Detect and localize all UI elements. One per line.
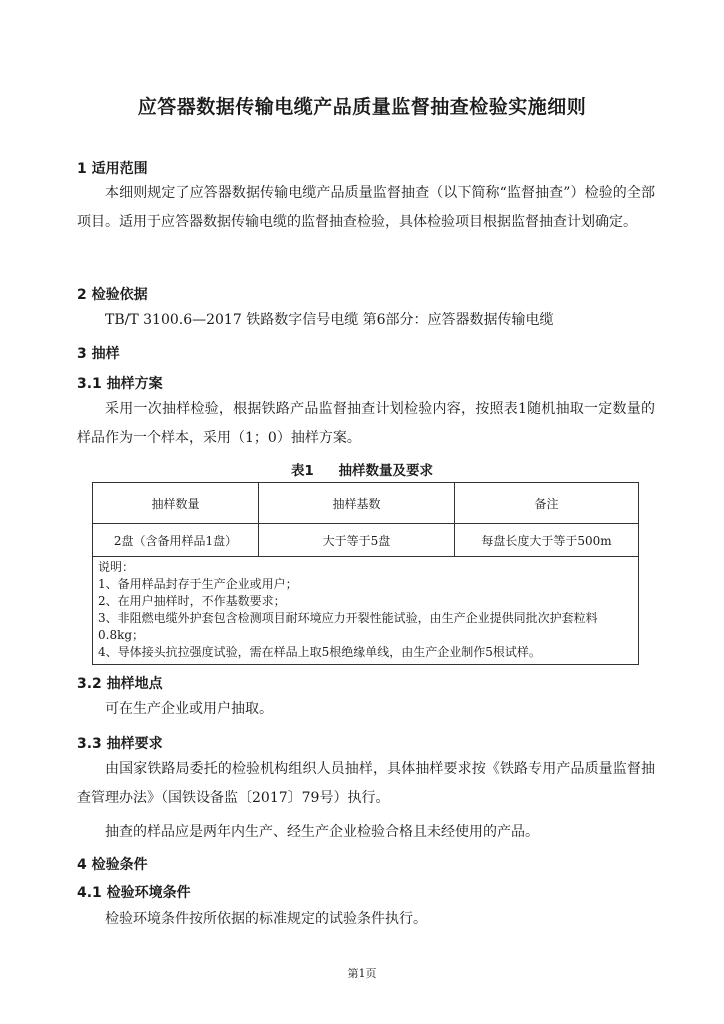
section-3-2-heading: 3.2 抽样地点 [77, 676, 163, 692]
section-3-heading: 3 抽样 [77, 346, 120, 362]
table-notes-row [93, 557, 639, 665]
section-3-2-body: 可在生产企业或用户抽取。 [105, 701, 273, 717]
section-3-1-body: 采用一次抽样检验，根据铁路产品监督抽查计划检验内容，按照表1随机抽取一定数量的样品作为一个样本，采用（1；0）抽样方案。 [77, 401, 655, 446]
section-3-3-body-2: 抽查的样品应是两年内生产、经生产企业检验合格且未经使用的产品。 [105, 824, 539, 840]
table-row [93, 524, 639, 557]
table-1-number: 表1 [290, 463, 314, 479]
section-2-body: TB/T 3100.6—2017 铁路数字信号电缆 第6部分：应答器数据传输电缆 [105, 312, 554, 328]
section-4-heading: 4 检验条件 [77, 857, 148, 873]
section-2-heading: 2 检验依据 [77, 287, 148, 303]
table-notes [93, 557, 639, 665]
note-line: 2、在用户抽样时，不作基数要求； [98, 594, 286, 608]
section-3-1-heading: 3.1 抽样方案 [77, 376, 163, 392]
page-number: 第1页 [347, 967, 377, 980]
section-4-1-heading: 4.1 检验环境条件 [77, 885, 191, 901]
document-title: 应答器数据传输电缆产品质量监督抽查检验实施细则 [137, 96, 587, 118]
header-sample-quantity: 抽样数量 [93, 483, 259, 524]
table-1-title: 抽样数量及要求 [338, 463, 434, 479]
note-line: 1、备用样品封存于生产企业或用户； [98, 577, 298, 591]
section-4-1-body: 检验环境条件按所依据的标准规定的试验条件执行。 [105, 911, 427, 927]
note-line: 说明： [98, 560, 135, 574]
section-3-3-heading: 3.3 抽样要求 [77, 736, 163, 752]
cell-sampling-base: 大于等于5盘 [259, 524, 455, 557]
header-sampling-base: 抽样基数 [259, 483, 455, 524]
note-line: 4、导体接头抗拉强度试验，需在样品上取5根绝缘单线，由生产企业制作5根试样。 [98, 645, 541, 659]
section-1-body: 本细则规定了应答器数据传输电缆产品质量监督抽查（以下简称“监督抽查”）检验的全部项目。适用于应答器数据传输电缆的监督抽查检验，具体检验项目根据监督抽查计划确定。 [77, 185, 655, 230]
table-1-caption [0, 459, 724, 479]
cell-remarks: 每盘长度大于等于500m [455, 524, 639, 557]
sampling-table [92, 482, 639, 665]
note-line: 3、非阻燃电缆外护套包含检测项目耐环境应力开裂性能试验，由生产企业提供同批次护套粒料0.8kg； [98, 611, 598, 642]
section-3-3-body-1: 由国家铁路局委托的检验机构组织人员抽样，具体抽样要求按《铁路专用产品质量监督抽查管理办法》（国铁设备监〔2017〕79号）执行。 [77, 761, 655, 806]
header-remarks: 备注 [455, 483, 639, 524]
cell-sample-quantity: 2盘（含备用样品1盘） [93, 524, 259, 557]
table-header-row [93, 483, 639, 524]
section-1-heading: 1 适用范围 [77, 161, 148, 177]
